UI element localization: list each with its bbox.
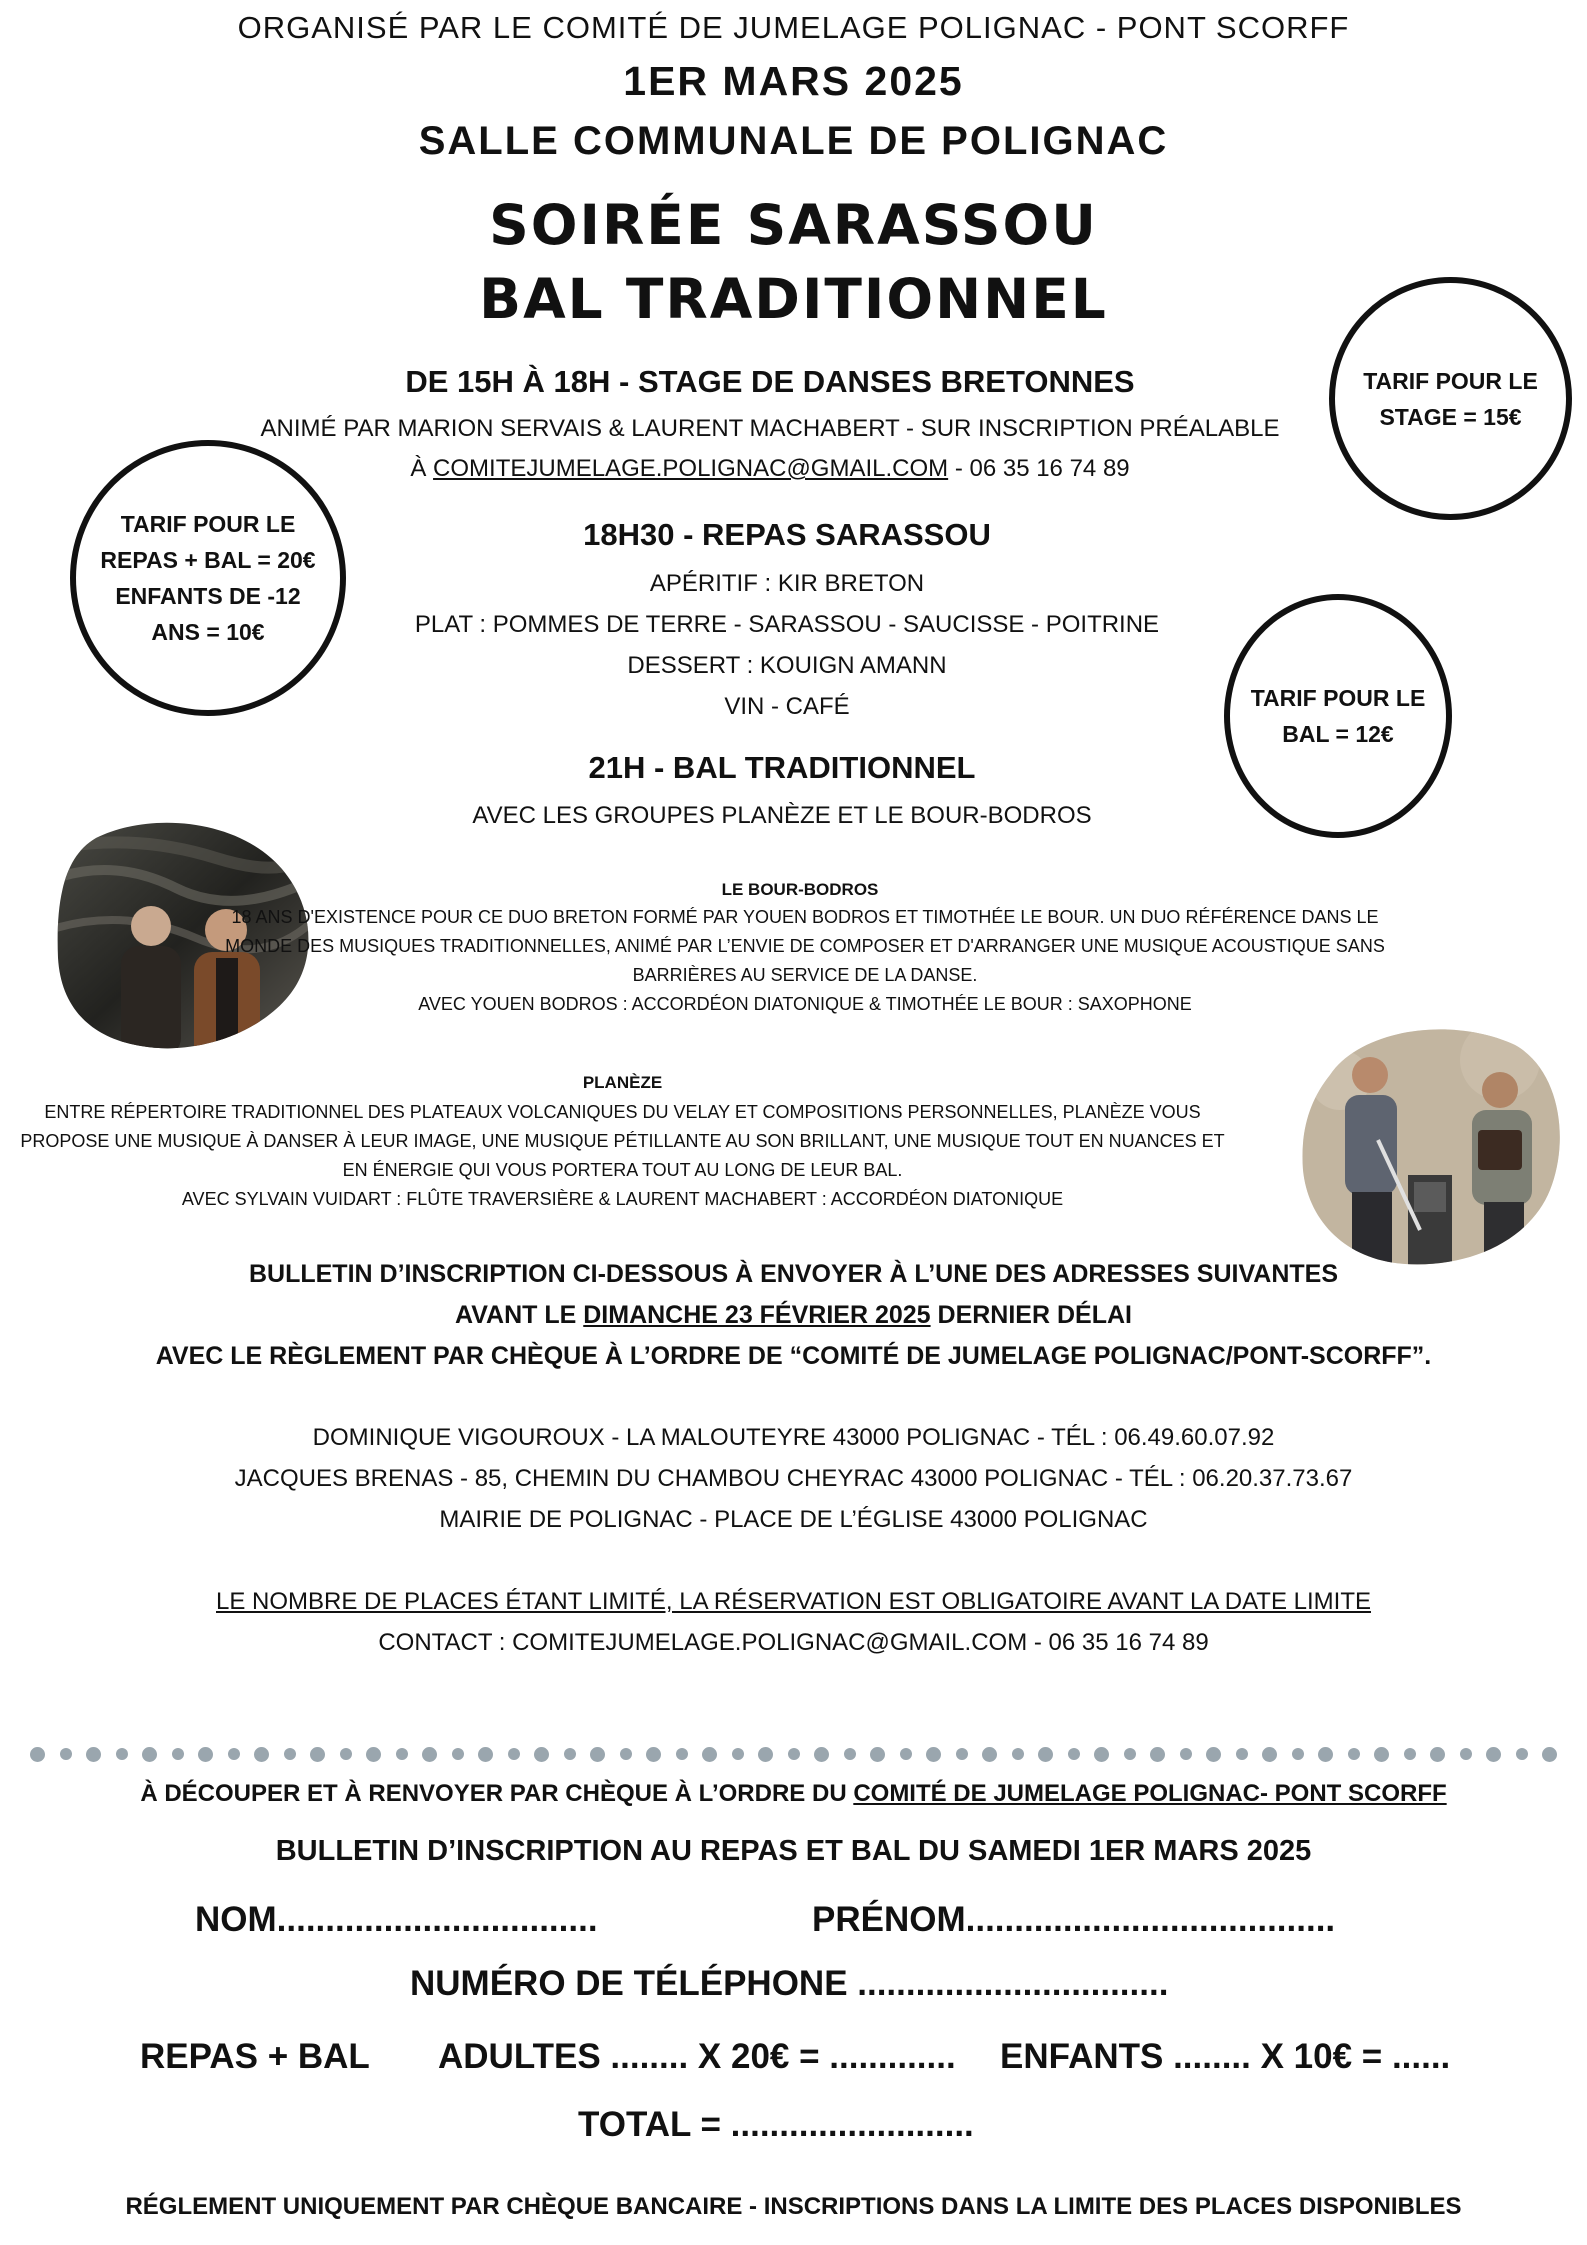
coupon-cut-instruction [0, 1780, 1587, 1808]
cut-dot [116, 1748, 128, 1760]
bulletin-info-line2 [0, 1301, 1587, 1330]
cut-dot [534, 1747, 549, 1762]
tarif-repas-line1: TARIF POUR LE [120, 511, 296, 537]
cut-dot [396, 1748, 408, 1760]
bulletin-info-line3: AVEC LE RÈGLEMENT PAR CHÈQUE À L’ORDRE DE “COMITÉ DE JUMELAGE POLIGNAC/PONT-SCORFF”. [155, 1342, 1432, 1370]
cut-dot [956, 1748, 968, 1760]
telephone-field[interactable]: NUMÉRO DE TÉLÉPHONE ................................ [410, 1964, 1169, 2003]
tarif-stage-line1: TARIF POUR LE [1363, 367, 1538, 394]
stage-contact-prefix: À [410, 455, 434, 482]
prenom-field[interactable]: PRÉNOM...................................... [812, 1900, 1336, 1939]
cut-dot [172, 1748, 184, 1760]
cut-dot [310, 1747, 325, 1762]
repas-item: DESSERT : KOUIGN AMANN [627, 652, 947, 679]
cut-dot [86, 1747, 101, 1762]
cut-dot [564, 1748, 576, 1760]
cut-dot [1236, 1748, 1248, 1760]
bal-title: 21H - BAL TRADITIONNEL [588, 750, 976, 785]
cut-dot [982, 1747, 997, 1762]
deadline-prefix: AVANT LE [455, 1301, 584, 1329]
repas-bal-label: REPAS + BAL [140, 2037, 370, 2076]
stage-animators: ANIMÉ PAR MARION SERVAIS & LAURENT MACHABERT - SUR INSCRIPTION PRÉALABLE [260, 415, 1280, 442]
cut-dot [198, 1747, 213, 1762]
cut-dot [1150, 1747, 1165, 1762]
cut-dot [1124, 1748, 1136, 1760]
cut-dot [676, 1748, 688, 1760]
cut-dot [732, 1748, 744, 1760]
cut-dot [1012, 1748, 1024, 1760]
cut-dot [758, 1747, 773, 1762]
repas-item: PLAT : POMMES DE TERRE - SARASSOU - SAUCISSE - POITRINE [414, 611, 1160, 638]
cut-dot [478, 1747, 493, 1762]
cut-dot [1318, 1747, 1333, 1762]
deadline-date: DIMANCHE 23 FÉVRIER 2025 [583, 1301, 931, 1329]
planeze-name: PLANÈZE [582, 1073, 663, 1092]
coupon-cut-org: COMITÉ DE JUMELAGE POLIGNAC- PONT SCORFF [853, 1780, 1447, 1807]
cut-dot [452, 1748, 464, 1760]
coupon-title: BULLETIN D’INSCRIPTION AU REPAS ET BAL DU SAMEDI 1ER MARS 2025 [275, 1835, 1312, 1867]
address-line: DOMINIQUE VIGOUROUX - LA MALOUTEYRE 43000 POLIGNAC - TÉL : 06.49.60.07.92 [312, 1424, 1275, 1451]
enfants-field[interactable]: ENFANTS ........ X 10€ = ...... [1000, 2037, 1451, 2076]
cut-dot [1542, 1747, 1557, 1762]
cut-dot [1094, 1747, 1109, 1762]
cut-dot [870, 1747, 885, 1762]
stage-title: DE 15H À 18H - STAGE DE DANSES BRETONNES [405, 364, 1135, 399]
cut-dot [508, 1748, 520, 1760]
bour-bodros-desc: MONDE DES MUSIQUES TRADITIONNELLES, ANIMÉ PAR L’ENVIE DE COMPOSER ET D'ARRANGER UNE MUSIQUE ACOUSTIQUE SANS [225, 936, 1385, 956]
cut-dot [900, 1748, 912, 1760]
organizer-line: ORGANISÉ PAR LE COMITÉ DE JUMELAGE POLIGNAC - PONT SCORFF [237, 10, 1350, 45]
bour-bodros-desc: BARRIÈRES AU SERVICE DE LA DANSE. [632, 965, 978, 985]
address-line: MAIRIE DE POLIGNAC - PLACE DE L’ÉGLISE 43000 POLIGNAC [439, 1506, 1148, 1533]
repas-item: APÉRITIF : KIR BRETON [649, 570, 925, 597]
event-title-line1: SOIRÉE SARASSOU [489, 193, 1098, 257]
cut-dot [284, 1748, 296, 1760]
cut-dot [254, 1747, 269, 1762]
limit-notice: LE NOMBRE DE PLACES ÉTANT LIMITÉ, LA RÉSERVATION EST OBLIGATOIRE AVANT LA DATE LIMITE [216, 1588, 1371, 1615]
cut-dot [1486, 1747, 1501, 1762]
cut-dot [30, 1747, 45, 1762]
cut-dot [60, 1748, 72, 1760]
adultes-field[interactable]: ADULTES ........ X 20€ = ............. [438, 2037, 956, 2076]
bulletin-info-line1: BULLETIN D’INSCRIPTION CI-DESSOUS À ENVOYER À L’UNE DES ADRESSES SUIVANTES [248, 1260, 1339, 1288]
bour-bodros-members: AVEC YOUEN BODROS : ACCORDÉON DIATONIQUE & TIMOTHÉE LE BOUR : SAXOPHONE [418, 994, 1192, 1014]
cut-dot [1262, 1747, 1277, 1762]
event-venue: SALLE COMMUNALE DE POLIGNAC [418, 119, 1169, 163]
bour-bodros-desc: 18 ANS D'EXISTENCE POUR CE DUO BRETON FORMÉ PAR YOUEN BODROS ET TIMOTHÉE LE BOUR. UN DUO RÉFÉRENCE DANS LE [231, 907, 1379, 927]
cut-dot [340, 1748, 352, 1760]
contact-line[interactable]: CONTACT : COMITEJUMELAGE.POLIGNAC@GMAIL.COM - 06 35 16 74 89 [378, 1629, 1209, 1656]
planeze-desc: ENTRE RÉPERTOIRE TRADITIONNEL DES PLATEAUX VOLCANIQUES DU VELAY ET COMPOSITIONS PERSONNELLES, PLANÈZE VOUS [44, 1102, 1201, 1122]
coupon-footer: RÉGLEMENT UNIQUEMENT PAR CHÈQUE BANCAIRE - INSCRIPTIONS DANS LA LIMITE DES PLACES DISPONIBLES [125, 2193, 1462, 2220]
bal-groups: AVEC LES GROUPES PLANÈZE ET LE BOUR-BODROS [472, 802, 1092, 829]
cut-dot [844, 1748, 856, 1760]
cut-dot [1374, 1747, 1389, 1762]
cut-dot [814, 1747, 829, 1762]
cut-dot [1348, 1748, 1360, 1760]
cut-dot [1404, 1748, 1416, 1760]
cut-dot [702, 1747, 717, 1762]
tarif-stage-circle [1329, 277, 1572, 520]
cut-dot [1206, 1747, 1221, 1762]
cut-dot [228, 1748, 240, 1760]
cut-dot [620, 1748, 632, 1760]
total-field[interactable]: TOTAL = ......................... [578, 2105, 974, 2144]
tarif-bal-line1: TARIF POUR LE [1250, 685, 1426, 711]
planeze-members: AVEC SYLVAIN VUIDART : FLÛTE TRAVERSIÈRE & LAURENT MACHABERT : ACCORDÉON DIATONIQUE [181, 1189, 1064, 1209]
cut-dot [1180, 1748, 1192, 1760]
cut-dot [1516, 1748, 1528, 1760]
cut-dot [646, 1747, 661, 1762]
cut-dot [1038, 1747, 1053, 1762]
cut-dot [788, 1748, 800, 1760]
deadline-suffix: DERNIER DÉLAI [930, 1301, 1132, 1329]
repas-title: 18H30 - REPAS SARASSOU [583, 517, 991, 552]
cut-dot [1460, 1748, 1472, 1760]
stage-phone: - 06 35 16 74 89 [948, 455, 1130, 482]
cut-dot [926, 1747, 941, 1762]
tarif-bal-line2: BAL = 12€ [1282, 721, 1394, 747]
repas-item: VIN - CAFÉ [724, 693, 850, 720]
stage-email-link[interactable]: COMITEJUMELAGE.POLIGNAC@GMAIL.COM [433, 455, 949, 482]
coupon-cut-prefix: À DÉCOUPER ET À RENVOYER PAR CHÈQUE À L’ORDRE DU [140, 1780, 854, 1807]
planeze-desc: EN ÉNERGIE QUI VOUS PORTERA TOUT AU LONG DE LEUR BAL. [342, 1160, 903, 1180]
cut-dot [142, 1747, 157, 1762]
event-date: 1ER MARS 2025 [623, 58, 964, 104]
cut-dot [1292, 1748, 1304, 1760]
cut-dot [422, 1747, 437, 1762]
cut-dot [590, 1747, 605, 1762]
cut-line [30, 1744, 1557, 1764]
cut-dot [1430, 1747, 1445, 1762]
tarif-repas-line3: ENFANTS DE -12 [115, 583, 301, 609]
planeze-desc: PROPOSE UNE MUSIQUE À DANSER À LEUR IMAGE, UNE MUSIQUE PÉTILLANTE AU SON BRILLANT, UNE MUSIQUE TOUT EN NUANCES ET [20, 1131, 1225, 1151]
cut-dot [366, 1747, 381, 1762]
planeze-photo [1300, 1020, 1568, 1268]
cut-dot [1068, 1748, 1080, 1760]
tarif-stage-line2: STAGE = 15€ [1379, 403, 1522, 430]
tarif-repas-line4: ANS = 10€ [151, 619, 265, 645]
nom-field[interactable]: NOM................................. [195, 1900, 598, 1939]
address-line: JACQUES BRENAS - 85, CHEMIN DU CHAMBOU CHEYRAC 43000 POLIGNAC - TÉL : 06.20.37.73.67 [234, 1465, 1353, 1492]
bour-bodros-name: LE BOUR-BODROS [721, 880, 879, 899]
event-title-line2: BAL TRADITIONNEL [479, 267, 1108, 331]
tarif-repas-line2: REPAS + BAL = 20€ [100, 547, 316, 573]
